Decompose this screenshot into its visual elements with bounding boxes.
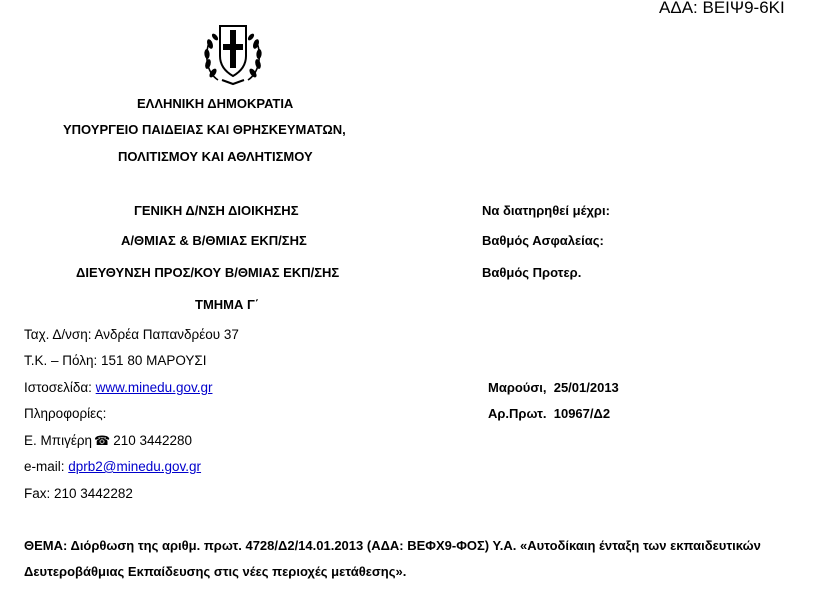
email-link[interactable]: dprb2@minedu.gov.gr xyxy=(68,459,202,474)
subject-paragraph xyxy=(24,533,804,585)
ada-code: ΑΔΑ: ΒΕΙΨ9-6ΚΙ xyxy=(659,0,785,17)
place-date: Μαρούσι, 25/01/2013 xyxy=(488,380,619,395)
website-row xyxy=(24,380,212,395)
postal-address: Ταχ. Δ/νση: Ανδρέα Παπανδρέου 37 xyxy=(24,327,239,342)
education-level: Α/ΘΜΙΑΣ & Β/ΘΜΙΑΣ ΕΚΠ/ΣΗΣ xyxy=(121,233,307,248)
postal-code-city: Τ.Κ. – Πόλη: 151 80 ΜΑΡΟΥΣΙ xyxy=(24,353,207,368)
general-directorate: ΓΕΝΙΚΗ Δ/ΝΣΗ ΔΙΟΙΚΗΣΗΣ xyxy=(134,203,299,218)
keep-until-label: Να διατηρηθεί μέχρι: xyxy=(482,203,610,218)
greek-emblem-icon xyxy=(198,20,268,88)
contact-person-name: Ε. Μπιγέρη xyxy=(24,433,93,448)
protocol-number: Αρ.Πρωτ. 10967/Δ2 xyxy=(488,406,611,421)
website-link[interactable]: www.minedu.gov.gr xyxy=(95,380,213,395)
email-label: e-mail: xyxy=(24,459,69,474)
priority-level-label: Βαθμός Προτερ. xyxy=(482,265,582,280)
fax-number: Fax: 210 3442282 xyxy=(24,486,133,501)
phone-icon: ☎ xyxy=(94,433,111,448)
personnel-directorate: ΔΙΕΥΘΥΝΣΗ ΠΡΟΣ/ΚΟΥ Β/ΘΜΙΑΣ ΕΚΠ/ΣΗΣ xyxy=(76,265,340,280)
email-row xyxy=(24,459,201,474)
phone-number: 210 3442280 xyxy=(113,433,193,448)
contact-person-row xyxy=(24,433,192,449)
header-republic: ΕΛΛΗΝΙΚΗ ΔΗΜΟΚΡΑΤΙΑ xyxy=(137,96,294,111)
subject-label: ΘΕΜΑ: xyxy=(24,538,71,553)
header-ministry-cont: ΠΟΛΙΤΙΣΜΟΥ ΚΑΙ ΑΘΛΗΤΙΣΜΟΥ xyxy=(118,149,313,164)
website-label: Ιστοσελίδα: xyxy=(24,380,96,395)
header-ministry: ΥΠΟΥΡΓΕΙΟ ΠΑΙΔΕΙΑΣ ΚΑΙ ΘΡΗΣΚΕΥΜΑΤΩΝ, xyxy=(63,122,346,137)
info-label: Πληροφορίες: xyxy=(24,406,107,421)
department-label: ΤΜΗΜΑ Γ΄ xyxy=(195,297,260,312)
security-level-label: Βαθμός Ασφαλείας: xyxy=(482,233,604,248)
subject-text: Διόρθωση της αριθμ. πρωτ. 4728/Δ2/14.01.2013 (ΑΔΑ: ΒΕΦΧ9-ΦΟΣ) Υ.Α. «Αυτοδίκαιη ένταξη των εκπαιδευτικών Δευτεροβάθμιας Εκπαίδευσης στις νέες περιοχές μετάθεσης». xyxy=(24,538,761,579)
